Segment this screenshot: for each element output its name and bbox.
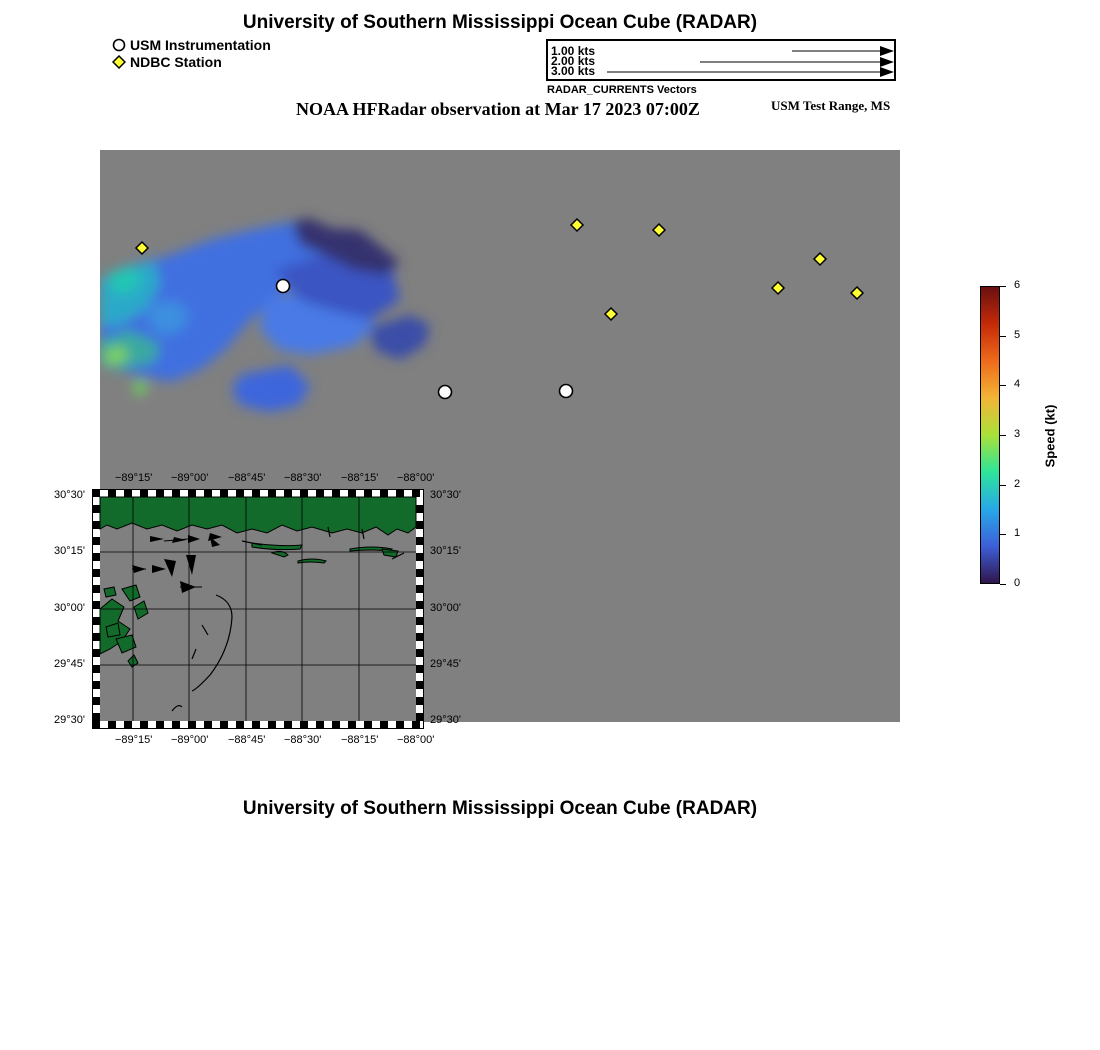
frame-check [416,697,424,705]
frame-check [364,489,372,497]
legend-label-ndbc: NDBC Station [130,54,222,70]
frame-check [252,489,260,497]
vector-ref-arrows [548,41,894,79]
frame-check [412,721,420,729]
frame-check [156,489,164,497]
frame-check [316,489,324,497]
page-title: University of Southern Mississippi Ocean Cube (RADAR) [242,12,758,33]
inset-lat-label: 30°00' [430,602,461,614]
frame-check [396,721,404,729]
frame-check [416,521,424,529]
range-label: USM Test Range, MS [771,98,891,113]
frame-check [416,649,424,657]
colorbar-tick-mark [1000,485,1006,486]
colorbar-tick-label: 0 [1014,577,1021,589]
colorbar-label: Speed (kt) [1042,404,1058,468]
frame-check [416,585,424,593]
inset-lon-label: −89°15' [115,472,153,484]
frame-check [348,489,356,497]
inset-lon-label: −88°00' [397,472,435,484]
vector-ref-1: 1.00 kts [551,44,596,58]
frame-check [92,553,100,561]
colorbar-tick-label: 6 [1014,279,1021,291]
inset-lon-label: −88°30' [284,734,322,746]
inset-lat-label: 30°00' [54,602,85,614]
vector-ref-2: 2.00 kts [551,54,596,68]
inset-lon-label: −88°15' [341,472,379,484]
colorbar-tick-label: 1 [1014,527,1021,540]
frame-check [380,489,388,497]
frame-check [252,721,260,729]
inset-lon-label: −89°15' [115,734,153,746]
frame-check [92,569,100,577]
colorbar-tick-mark [1000,435,1006,436]
colorbar-tick-label: 5 [1014,328,1021,341]
frame-check [92,601,100,609]
frame-check [236,721,244,729]
frame-check [92,537,100,545]
inset-lat-label: 30°15' [430,545,461,557]
frame-check [268,721,276,729]
frame-check [92,489,100,497]
inset-map [92,489,424,729]
frame-check [396,489,404,497]
frame-check [284,721,292,729]
frame-check [124,489,132,497]
frame-check [220,721,228,729]
frame-check [124,721,132,729]
colorbar-tick-mark [1000,286,1006,287]
colorbar-tick-mark [1000,534,1006,535]
frame-check [300,489,308,497]
inset-lon-label: −89°00' [171,472,209,484]
frame-check [172,721,180,729]
legend-label-usm: USM Instrumentation [130,37,271,53]
inset-lon-label: −88°45' [228,472,266,484]
frame-check [416,665,424,673]
colorbar-tick-mark [1000,336,1006,337]
frame-check [108,489,116,497]
usm-instrument-marker[interactable] [560,385,573,398]
frame-check [284,489,292,497]
frame-check [92,649,100,657]
legend-item-ndbc [112,54,271,70]
inset-lon-label: −88°45' [228,734,266,746]
vector-reference-box [546,39,896,81]
inset-lat-label: 29°30' [54,714,85,726]
frame-check [92,521,100,529]
inset-lat-label: 30°30' [430,489,461,501]
frame-check [416,505,424,513]
frame-check [140,721,148,729]
map-legend [112,37,271,70]
observation-subtitle: NOAA HFRadar observation at Mar 17 2023 07:00Z [296,99,700,119]
frame-check [416,633,424,641]
inset-lat-label: 29°45' [430,658,461,670]
frame-check [92,713,100,721]
inset-lat-label: 30°15' [54,545,85,557]
frame-check [332,489,340,497]
frame-check [416,681,424,689]
frame-check [348,721,356,729]
inset-lat-label: 29°45' [54,658,85,670]
inset-lat-label: 29°30' [430,714,461,726]
inset-lon-label: −88°15' [341,734,379,746]
colorbar-tick-label: 3 [1014,428,1021,440]
frame-check [92,721,100,729]
frame-check [364,721,372,729]
frame-check [380,721,388,729]
frame-check [416,617,424,625]
colorbar-tick-label: 4 [1014,378,1021,391]
usm-instrument-marker[interactable] [277,280,290,293]
frame-check [204,721,212,729]
frame-check [92,697,100,705]
footer-title: University of Southern Mississippi Ocean Cube (RADAR) [242,798,758,819]
colorbar-tick-mark [1000,584,1006,585]
vector-ref-3: 3.00 kts [551,64,596,78]
frame-check [92,665,100,673]
inset-lon-label: −88°00' [397,734,435,746]
frame-check [332,721,340,729]
frame-check [172,489,180,497]
frame-check [204,489,212,497]
frame-check [316,721,324,729]
frame-check [416,713,424,721]
frame-check [416,553,424,561]
frame-check [268,489,276,497]
frame-check [416,537,424,545]
frame-check [220,489,228,497]
speed-colorbar [980,286,1000,584]
frame-check [108,721,116,729]
white-circle-icon [112,38,126,52]
frame-check [416,569,424,577]
frame-check [92,617,100,625]
frame-check [188,489,196,497]
yellow-diamond-icon [112,55,126,69]
colorbar-tick-label: 2 [1014,477,1021,490]
frame-check [92,681,100,689]
frame-check [92,585,100,593]
usm-instrument-marker[interactable] [439,386,452,399]
frame-check [140,489,148,497]
frame-check [300,721,308,729]
frame-check [188,721,196,729]
colorbar-tick-mark [1000,385,1006,386]
inset-lon-label: −89°00' [171,734,209,746]
inset-lat-label: 30°30' [54,489,85,501]
vector-reference-caption: RADAR_CURRENTS Vectors [547,84,697,96]
legend-item-usm [112,37,271,53]
frame-check [92,505,100,513]
inset-lon-label: −88°30' [284,472,322,484]
frame-check [416,601,424,609]
frame-check [156,721,164,729]
frame-check [92,633,100,641]
frame-check [412,489,420,497]
frame-check [236,489,244,497]
